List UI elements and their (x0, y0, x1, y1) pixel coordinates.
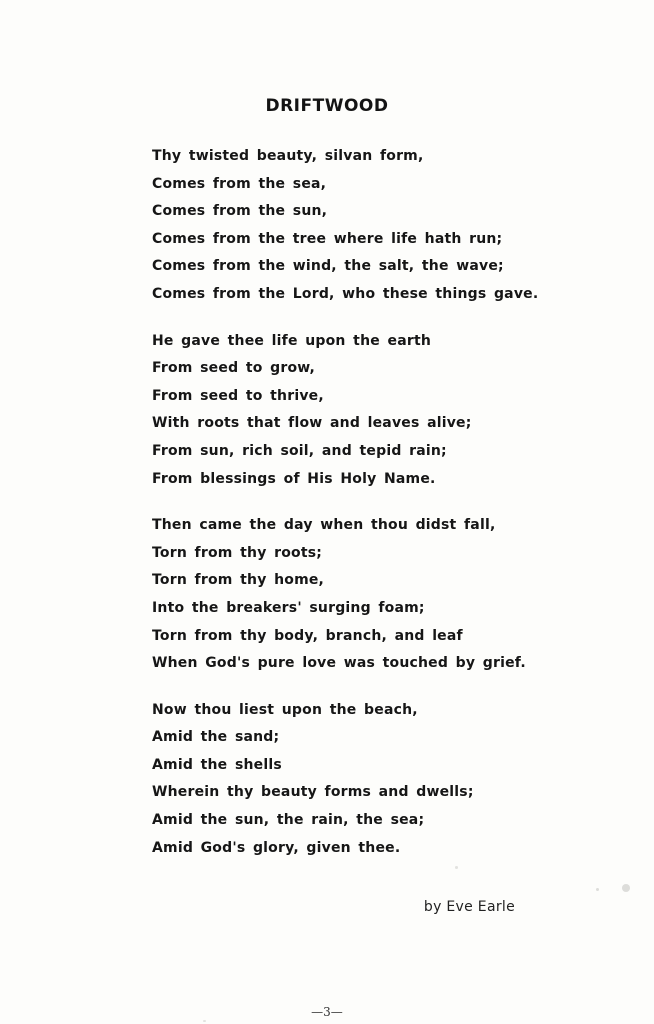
poem-line: Amid the sand; (152, 729, 280, 746)
poem-line: From seed to grow, (152, 360, 316, 377)
author-byline: by Eve Earle (423, 899, 515, 915)
paper-speck (455, 866, 458, 869)
page-number: —3— (311, 1005, 343, 1019)
poem-line: From seed to thrive, (152, 387, 324, 404)
paper-speck (203, 1020, 206, 1022)
paper-speck (596, 888, 599, 891)
poem-line: Comes from the tree where life hath run; (152, 230, 503, 247)
poem-body (152, 143, 592, 881)
poem-line: Comes from the sun, (152, 203, 328, 220)
poem-line: Now thou liest upon the beach, (152, 701, 418, 718)
poem-line: Comes from the Lord, who these things gave. (152, 285, 539, 302)
poem-line: Amid God's glory, given thee. (152, 839, 401, 856)
stanza-1 (152, 143, 592, 309)
poem-line: Torn from thy roots; (152, 544, 323, 561)
poem-line: Comes from the sea, (152, 175, 327, 192)
poem-line: Into the breakers' surging foam; (152, 599, 425, 616)
poem-line: Wherein thy beauty forms and dwells; (152, 784, 474, 801)
poem-line: When God's pure love was touched by grief. (152, 655, 526, 672)
poem-line: Then came the day when thou didst fall, (152, 517, 496, 534)
poem-title: DRIFTWOOD (265, 96, 389, 116)
paper-speck (622, 884, 630, 892)
poem-line: Comes from the wind, the salt, the wave; (152, 258, 504, 275)
poem-line: Amid the shells (152, 756, 282, 773)
stanza-3 (152, 512, 592, 678)
stanza-4 (152, 697, 592, 863)
poem-line: Torn from thy body, branch, and leaf (152, 627, 463, 644)
poem-line: Thy twisted beauty, silvan form, (152, 148, 424, 164)
poem-line: From sun, rich soil, and tepid rain; (152, 442, 447, 459)
poem-line: With roots that flow and leaves alive; (152, 415, 472, 432)
stanza-2 (152, 328, 592, 494)
poem-line: Torn from thy home, (152, 572, 325, 589)
poem-line: Amid the sun, the rain, the sea; (152, 812, 425, 829)
poem-line: From blessings of His Holy Name. (152, 470, 436, 487)
poem-line: He gave thee life upon the earth (152, 332, 432, 349)
